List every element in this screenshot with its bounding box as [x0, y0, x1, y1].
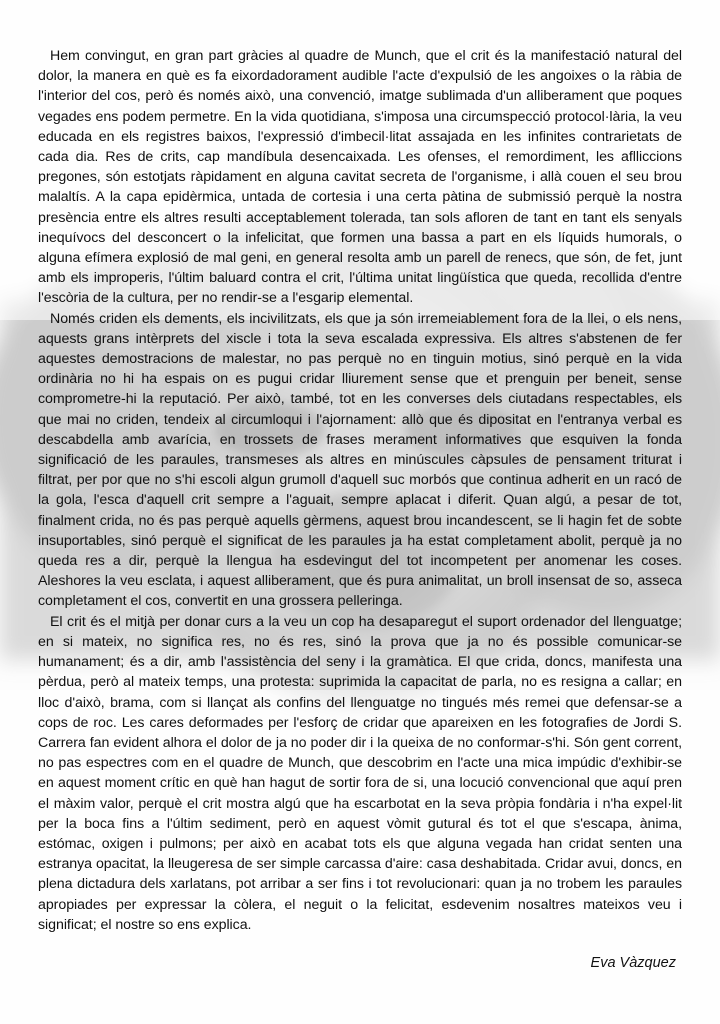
- paragraph-1: Hem convingut, en gran part gràcies al quadre de Munch, que el crit és la manifestació natural del dolor, la manera en què es fa eixordadorament audible l'acte d'expulsió de les angoixes o la ràbia de l'interior del cos, però és només això, una convenció, imatge sublimada d'un alliberament que poques vegades ens podem permetre. En la vida quotidiana, s'imposa una circumspecció protocol·lària, la veu educada en els registres baixos, l'expressió d'imbecil·litat assajada en les infinites contrarietats de cada dia. Res de crits, cap mandíbula desencaixada. Les ofenses, el remordiment, les aflliccions pregones, són estotjats ràpidament en alguna cavitat secreta de l'organisme, i allà couen el seu brou malaltís. A la capa epidèrmica, untada de cortesia i una certa pàtina de submissió perquè la nostra presència entre els altres resulti acceptablement tolerada, tan sols afloren de tant en tant els senyals inequívocs del desconcert o la infelicitat, que formen una bassa a part en els líquids humorals, o alguna efímera explosió de mal geni, en general resolta amb un parell de renecs, que són, de fet, junt amb els improperis, l'últim baluard contra el crit, l'última unitat lingüística que queda, recollida d'entre l'escòria de la cultura, per no rendir-se a l'esgarip elemental.: [38, 48, 682, 307]
- article-body: [38, 46, 682, 935]
- author-signature: Eva Vàzquez: [590, 955, 676, 971]
- paragraph-2: Només criden els dements, els incivilitzats, els que ja són irremeiablement fora de la llei, o els nens, aquests grans intèrprets del xiscle i tota la seva escalada expressiva. Els altres s'abstenen de fer aquestes demostracions de malestar, no pas perquè no en tinguin motius, sinó perquè en la vida ordinària no hi ha espais on es pugui cridar lliurement sense que et prenguin per beneit, sense comprometre-hi la reputació. Per això, també, tot en les converses dels ciutadans respectables, els que mai no criden, tendeix al circumloqui i l'ajornament: allò que és dipositat en l'entranya verbal es descabdella amb avarícia, en trossets de frases merament informatives que esquiven la fonda significació de les paraules, transmeses als altres en minúscules càpsules de pensament triturat i filtrat, per por que no s'hi escoli algun grumoll d'aquell suc morbós que continua adherit en un racó de la gola, l'esca d'aquell crit sempre a l'aguait, sempre aplacat i diferit. Quan algú, a pesar de tot, finalment crida, no és pas perquè aquells gèrmens, aquest brou incandescent, se li hagin fet de sobte insuportables, sinó perquè el significat de les paraules ja ha estat completament abolit, perquè ja no queda res a dir, perquè la llengua ha esdevingut del tot incompetent per anomenar les coses. Aleshores la veu esclata, i aquest alliberament, que és pura animalitat, un broll insensat de so, asseca completament el cos, convertit en una grossera pelleringa.: [38, 310, 682, 610]
- paragraph-3: El crit és el mitjà per donar curs a la veu un cop ha desaparegut el suport ordenador del llenguatge; en si mateix, no significa res, no és res, sinó la prova que ja no és possible comunicar-se humanament; és a dir, amb l'assistència del seny i la gramàtica. El que crida, doncs, manifesta una pèrdua, però al mateix temps, una protesta: suprimida la capacitat de parla, no es resigna a callar; en lloc d'això, brama, com si llançat als confins del llenguatge no tingués més remei que defensar-se a cops de roc. Les cares deformades per l'esforç de cridar que apareixen en les fotografies de Jordi S. Carrera fan evident alhora el dolor de ja no poder dir i la queixa de no conformar-s'hi. Són gent corrent, no pas espectres com en el quadre de Munch, que descobrim en l'acte una mica impúdic d'exhibir-se en aquest moment crític en què han hagut de sortir fora de si, una locució convencional que aquí pren el màxim valor, perquè el crit mostra algú que ha escarbotat en la seva pròpia fondària i n'ha expel·lit per la boca fins a l'últim sediment, però en aquest vòmit gutural és tot el que s'escapa, ànima, estómac, oxigen i pulmons; per això en acabat tots els que alguna vegada han cridat senten una estranya opacitat, la lleugeresa de ser simple carcassa d'aire: casa deshabitada. Cridar avui, doncs, en plena dictadura dels xarlatans, pot arribar a ser fins i tot revolucionari: quan ja no trobem les paraules apropiades per expressar la còlera, el neguit o la felicitat, esdevenim nosaltres mateixos veu i significat; el nostre so ens explica.: [38, 613, 682, 933]
